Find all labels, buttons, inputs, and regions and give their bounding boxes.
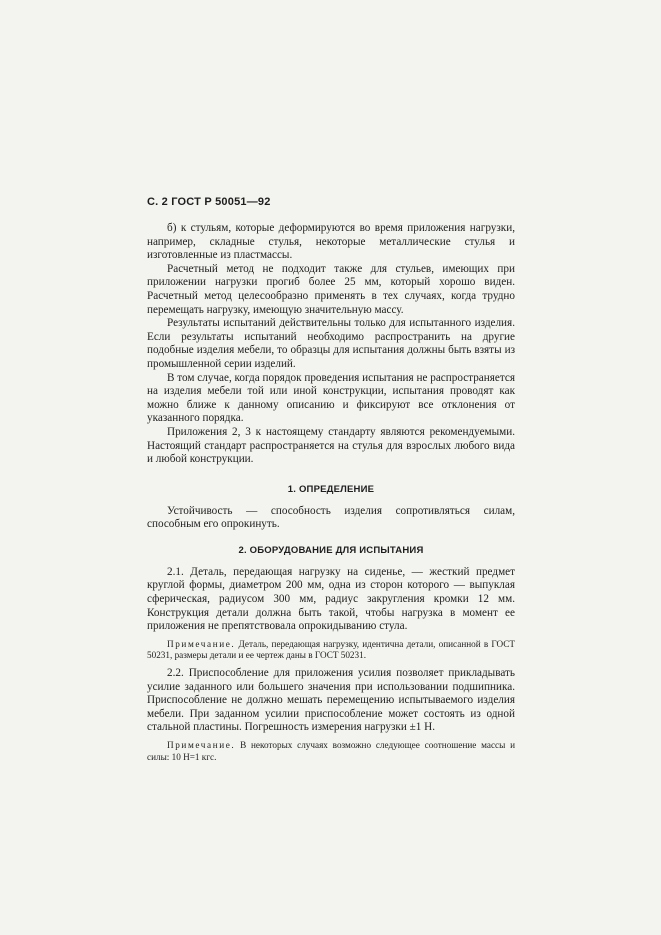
paragraph-definition: Устойчивость — способность изделия сопротивляться силам, способным его опрокинуть.: [147, 504, 515, 531]
section-heading-equipment: 2. ОБОРУДОВАНИЕ ДЛЯ ИСПЫТАНИЯ: [238, 544, 424, 556]
section-heading-definition: 1. ОПРЕДЕЛЕНИЕ: [287, 483, 375, 495]
note-1-label: Примечание.: [167, 638, 236, 649]
paragraph-appendices: Приложения 2, 3 к настоящему стандарту являются рекомендуемыми. Настоящий стандарт распространяется на стулья для взрослых любого вида и любой конструкции.: [147, 425, 515, 466]
paragraph-2-2: 2.2. Приспособление для приложения усилия позволяет прикладывать усилие заданного или большего значения при использовании подшипника. Приспособление не должно мешать перемещению испытываемого изделия мебели. При заданном усилии приспособление может состоять из одной стальной пластины. Погрешность измерения нагрузки ±1 Н.: [147, 667, 515, 734]
note-1-text: Деталь, передающая нагрузку, идентична детали, описанной в ГОСТ 50231, размеры детали и ее чертеж даны в ГОСТ 50231.: [147, 638, 515, 661]
paragraph-results-validity: Результаты испытаний действительны только для испытанного изделия. Если результаты испытаний необходимо распространить на другие подобные изделия мебели, то образцы для испытания должны быть взяты из промышленной серии изделий.: [147, 317, 515, 370]
note-2-text: В некоторых случаях возможно следующее соотношение массы и силы: 10 Н=1 кгс.: [147, 740, 515, 762]
paragraph-chairs-deform: б) к стульям, которые деформируются во время приложения нагрузки, например, складные стулья, некоторые металлические стулья и изготовленные из пластмассы.: [147, 222, 515, 262]
note-2-label: Примечание.: [167, 740, 236, 750]
paragraph-2-1: 2.1. Деталь, передающая нагрузку на сиденье, — жесткий предмет круглой формы, диаметром 200 мм, одна из сторон которого — выпуклая сферическая, радиусом 300 мм, радиус закругления кромки 12 мм. Конструкция детали должна быть такой, чтобы нагрузка в момент ее приложения не препятствовала опрокидыванию стула.: [147, 565, 515, 633]
note-2: [147, 740, 515, 763]
document-page: [147, 196, 515, 763]
note-1: [147, 639, 515, 662]
running-header: С. 2 ГОСТ Р 50051—92: [147, 196, 271, 208]
paragraph-deviations: В том случае, когда порядок проведения испытания не распространяется на изделия мебели той или иной конструкции, испытания проводят как можно ближе к данному описанию и фиксируют все отклонения от указанного порядка.: [147, 371, 515, 425]
paragraph-calc-method: Расчетный метод не подходит также для стульев, имеющих при приложении нагрузки прогиб более 25 мм, который хорошо виден. Расчетный метод целесообразно применять в тех случаях, когда трудно перемещать нагрузку, имеющую значительную массу.: [147, 262, 515, 316]
